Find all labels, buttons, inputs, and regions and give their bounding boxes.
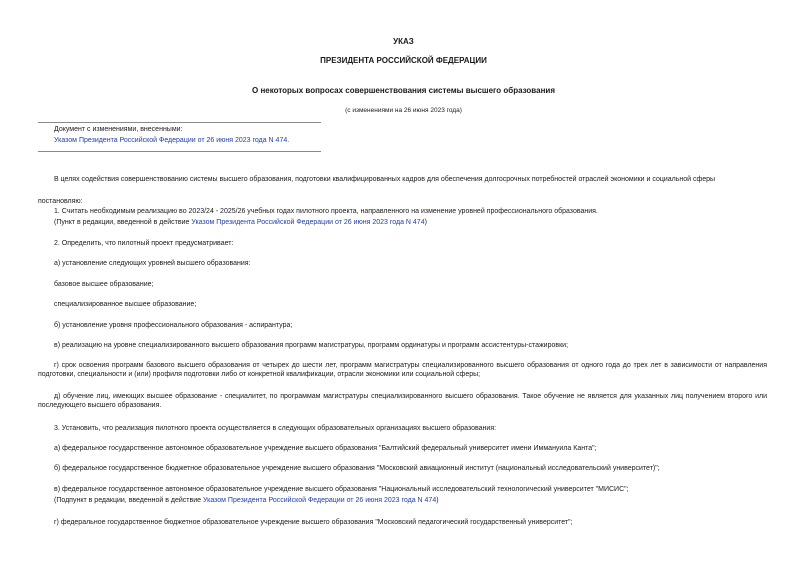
amendments-top-rule	[38, 122, 321, 123]
decree-word: постановляю:	[38, 198, 83, 205]
paragraph-2a-item-2: специализированное высшее образование;	[54, 301, 197, 308]
revision-note: (с изменениями на 26 июня 2023 года)	[345, 107, 462, 114]
paragraph-1-note: (Пункт в редакции, введенной в действие Указом Президента Российской Федерации от 26 июня 2023 года N 474)	[54, 219, 427, 226]
paragraph-3b: б) федеральное государственное бюджетное образовательное учреждение высшего образования "Московский авиационный институт (национальный исследовательский университет)";	[54, 465, 660, 472]
amendments-label: Документ с изменениями, внесенными:	[54, 126, 183, 133]
document-heading: О некоторых вопросах совершенствования системы высшего образования	[252, 86, 555, 95]
paragraph-2: 2. Определить, что пилотный проект предусматривает:	[54, 240, 234, 247]
paragraph-3v-note: (Подпункт в редакции, введенной в действие Указом Президента Российской Федерации от 26 июня 2023 года N 474)	[54, 497, 439, 504]
paragraph-2b: б) установление уровня профессионального образования - аспирантура;	[54, 322, 293, 329]
paragraph-2a: а) установление следующих уровней высшего образования:	[54, 260, 251, 267]
paragraph-2d: д) обучение лиц, имеющих высшее образование - специалитет, по программам магистратуры специализированного высшего образования. Такое обучение не является для указанных лиц получением второго или последующего высшего образования.	[38, 393, 767, 409]
amendments-link[interactable]: Указом Президента Российской Федерации от 26 июня 2023 года N 474.	[54, 137, 290, 144]
document-issuer: ПРЕЗИДЕНТА РОССИЙСКОЙ ФЕДЕРАЦИИ	[320, 56, 487, 65]
paragraph-2v: в) реализацию на уровне специализированного высшего образования программ магистратуры, программ ординатуры и программ ассистентуры-стажировки;	[54, 342, 569, 349]
paragraph-3g: г) федеральное государственное бюджетное образовательное учреждение высшего образования "Московский педагогический государственный университет";	[54, 519, 573, 526]
paragraph-3: 3. Установить, что реализация пилотного проекта осуществляется в следующих образовательных организациях высшего образования:	[54, 425, 497, 432]
paragraph-2g: г) срок освоения программ базового высшего образования от четырех до шести лет, программ магистратуры специализированного высшего образования от одного года до трех лет в зависимости от направления подготовки, специальности и (или) профиля подготовки либо от конкретной квалификации, отрасли экономики или социальной сферы;	[38, 362, 767, 378]
paragraph-2a-item-1: базовое высшее образование;	[54, 281, 154, 288]
paragraph-1-note-link[interactable]: Указом Президента Российской Федерации от 26 июня 2023 года N 474	[191, 219, 425, 226]
paragraph-3a: а) федеральное государственное автономное образовательное учреждение высшего образования "Балтийский федеральный университет имени Иммануила Канта";	[54, 445, 597, 452]
paragraph-3v-note-link[interactable]: Указом Президента Российской Федерации от 26 июня 2023 года N 474	[202, 497, 437, 504]
preamble: В целях содействия совершенствованию системы высшего образования, подготовки квалифицированных кадров для обеспечения долгосрочных потребностей отраслей экономики и социальной сферы	[54, 176, 716, 183]
amendments-bottom-rule	[38, 151, 321, 152]
paragraph-3v: в) федеральное государственное автономное образовательное учреждение высшего образования "Национальный исследовательский технологический университет "МИСИС";	[54, 486, 629, 493]
document-title: УКАЗ	[393, 37, 414, 46]
paragraph-1: 1. Считать необходимым реализацию во 2023/24 - 2025/26 учебных годах пилотного проекта, направленного на изменение уровней профессионального образования.	[54, 208, 598, 215]
